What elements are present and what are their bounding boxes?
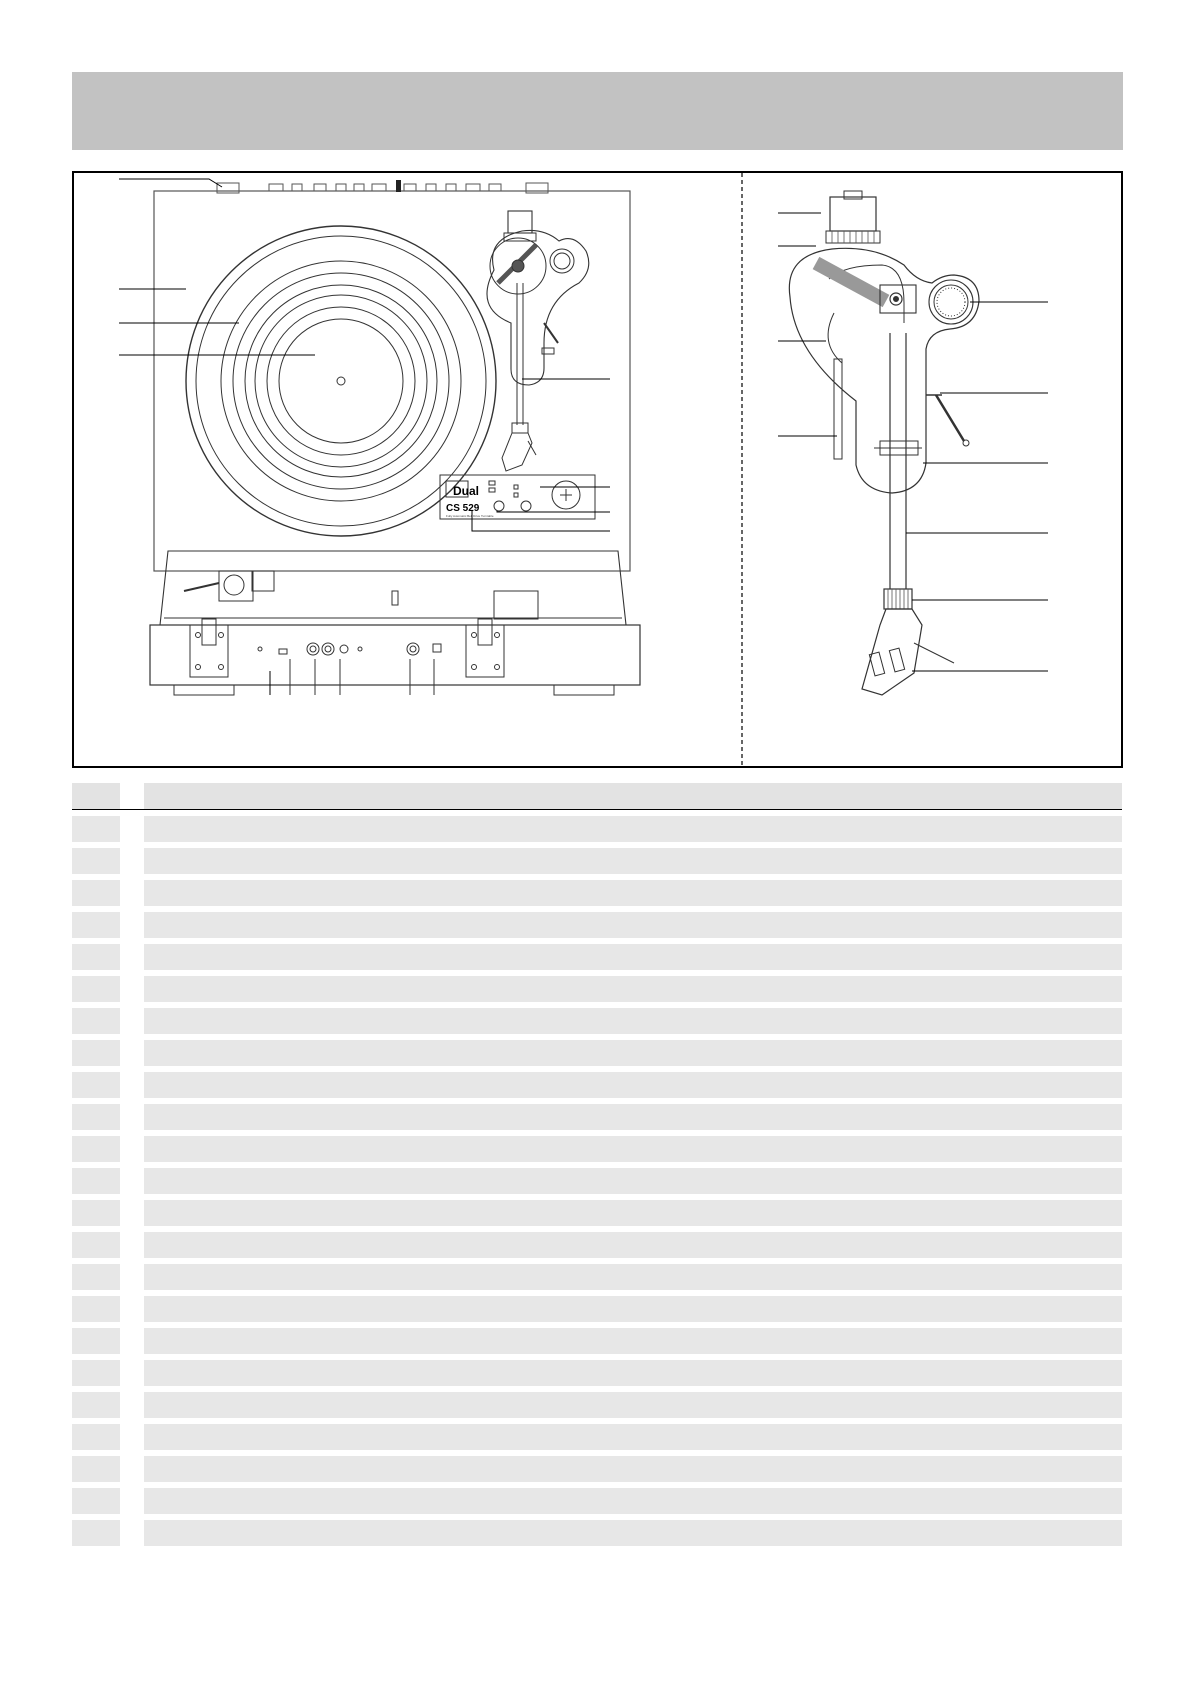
table-row-number-cell	[72, 816, 120, 842]
table-row-description-cell	[144, 1488, 1122, 1514]
turntable-rear-view	[150, 551, 640, 695]
table-row-number-cell	[72, 1104, 120, 1130]
table-body	[72, 816, 1122, 1546]
table-row-description-cell	[144, 848, 1122, 874]
table-row-description-cell	[144, 880, 1122, 906]
table-row	[72, 1072, 1122, 1098]
table-row	[72, 944, 1122, 970]
table-row-description-cell	[144, 1456, 1122, 1482]
table-row-description-cell	[144, 1008, 1122, 1034]
table-row-number-cell	[72, 1168, 120, 1194]
table-row-description-cell	[144, 976, 1122, 1002]
parts-table	[72, 783, 1122, 1552]
table-row	[72, 880, 1122, 906]
table-row-number-cell	[72, 1520, 120, 1546]
table-row-description-cell	[144, 1104, 1122, 1130]
table-row	[72, 1456, 1122, 1482]
table-row-number-cell	[72, 880, 120, 906]
table-row-number-cell	[72, 1296, 120, 1322]
table-row-number-cell	[72, 1008, 120, 1034]
table-row-description-cell	[144, 1360, 1122, 1386]
table-header-row	[72, 783, 1122, 810]
table-row	[72, 1520, 1122, 1546]
header-band	[72, 72, 1123, 150]
table-row-description-cell	[144, 1520, 1122, 1546]
table-row-description-cell	[144, 1072, 1122, 1098]
table-row	[72, 976, 1122, 1002]
table-row	[72, 1296, 1122, 1322]
table-row-description-cell	[144, 816, 1122, 842]
table-row	[72, 1200, 1122, 1226]
table-row-description-cell	[144, 1232, 1122, 1258]
table-row-number-cell	[72, 1456, 120, 1482]
table-row	[72, 816, 1122, 842]
table-row-number-cell	[72, 1488, 120, 1514]
figure-panel	[72, 171, 1123, 768]
table-row-description-cell	[144, 1424, 1122, 1450]
callout-leaders-right	[778, 213, 1048, 671]
table-row-description-cell	[144, 944, 1122, 970]
table-row-number-cell	[72, 1200, 120, 1226]
tonearm-detail-view	[789, 191, 979, 695]
model-label: CS 529	[446, 503, 480, 514]
table-row	[72, 1136, 1122, 1162]
table-row-description-cell	[144, 1392, 1122, 1418]
table-row-description-cell	[144, 1264, 1122, 1290]
table-row-description-cell	[144, 1168, 1122, 1194]
table-row	[72, 1040, 1122, 1066]
table-row-number-cell	[72, 1328, 120, 1354]
table-row-description-cell	[144, 912, 1122, 938]
header-number-cell	[72, 783, 120, 809]
table-row	[72, 1424, 1122, 1450]
table-row-number-cell	[72, 976, 120, 1002]
table-row	[72, 1168, 1122, 1194]
model-subtitle: Fully Automatic Belt Drive Turntable	[446, 514, 494, 518]
table-row-description-cell	[144, 1200, 1122, 1226]
table-row-description-cell	[144, 1136, 1122, 1162]
table-row	[72, 1104, 1122, 1130]
table-row	[72, 1488, 1122, 1514]
table-row	[72, 1008, 1122, 1034]
table-row-description-cell	[144, 1328, 1122, 1354]
table-row	[72, 1392, 1122, 1418]
table-row-number-cell	[72, 1136, 120, 1162]
table-row-description-cell	[144, 1040, 1122, 1066]
table-row-number-cell	[72, 1072, 120, 1098]
table-row-number-cell	[72, 1424, 120, 1450]
table-row	[72, 1328, 1122, 1354]
header-description-cell	[144, 783, 1122, 809]
table-row-number-cell	[72, 848, 120, 874]
table-row-number-cell	[72, 944, 120, 970]
brand-badge: Dual	[453, 484, 480, 498]
table-row-number-cell	[72, 912, 120, 938]
table-row	[72, 1360, 1122, 1386]
table-row-description-cell	[144, 1296, 1122, 1322]
turntable-diagram	[74, 173, 1121, 766]
table-row	[72, 912, 1122, 938]
table-row-number-cell	[72, 1360, 120, 1386]
table-row	[72, 1232, 1122, 1258]
table-row-number-cell	[72, 1392, 120, 1418]
table-row	[72, 848, 1122, 874]
table-row-number-cell	[72, 1264, 120, 1290]
table-row-number-cell	[72, 1232, 120, 1258]
table-row	[72, 1264, 1122, 1290]
table-row-number-cell	[72, 1040, 120, 1066]
